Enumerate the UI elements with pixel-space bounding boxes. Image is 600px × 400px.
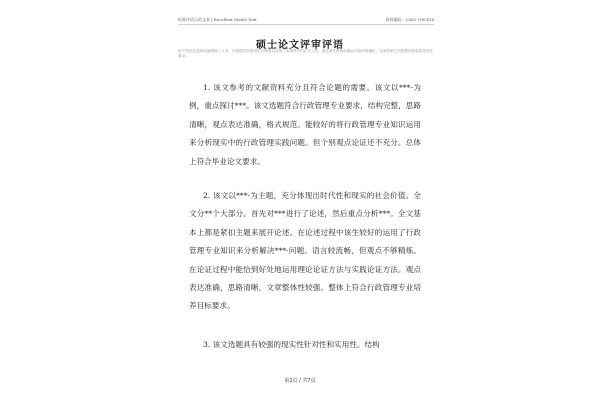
page-number: 第2页 / 共7页 — [284, 378, 316, 384]
paragraph-3: 3. 该文选题具有较强的现实性针对性和实用性。结构 — [203, 340, 380, 349]
header-left-text: 标准评语示范文本 | Excellent Model Text — [178, 17, 257, 22]
paragraph-1: 1. 该文参考的文献资料充分且符合论题的需要。该文以***-为例，重点探讨***。该文选题符合行政管理专业要求，结构完整，思路清晰，观点表达准确，格式规范。能较好的将行政管理专业知识运用来分析现实中的行政管理实践问题。但个别观点论证还不充分。总体上符合毕业论文要求。 — [189, 83, 421, 166]
page-header — [178, 15, 434, 25]
usage-notice: 用户在此处选择或编辑插入文本，可根据实际情况进行修改以适用于本场景中的正式文档。请注意在使用前确认内容的准确性，以免影响文档的整体质量和规范性要求。 — [178, 49, 434, 58]
document-title: 硕士论文评审评语 — [256, 40, 344, 51]
paragraph-2: 2. 该文以***-为主题，充分体现出时代性和现实的社会价值。全文分**个大部分。首先对***进行了论述，然后重点分析***。全文基本上都是紧扣主题来展开论述。在论述过程中该生较好的运用了行政管理专业知识来分析解决***-问题。语言较流畅，但观点不够精炼。在论证过程中能恰到好处地运用理论论证方法与实践论证方法。观点表达准确，思路清晰，文章整体性较强。整体上符合行政管理专业培养目标要求。 — [189, 191, 421, 311]
header-document-code: 资料编码：CX62-UW-414 — [385, 17, 434, 22]
